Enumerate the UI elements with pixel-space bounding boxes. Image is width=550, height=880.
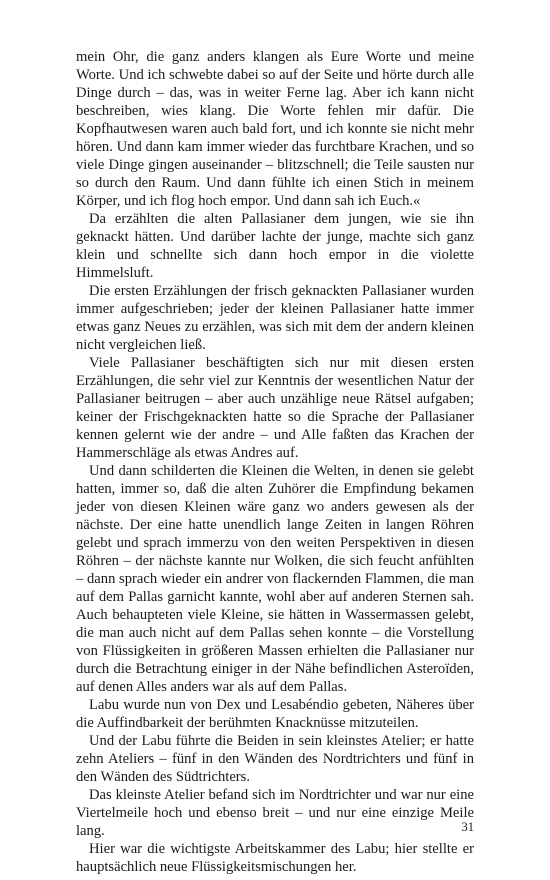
paragraph-8: Das kleinste Atelier befand sich im Nordtrichter und war nur eine Viertelmeile hoch und ebenso breit – und nur eine einzige Meile lang.: [76, 787, 474, 839]
page-number: 31: [461, 820, 474, 834]
paragraph-4: Viele Pallasianer beschäftigten sich nur mit diesen ersten Erzählungen, die sehr viel zur Kenntnis der wesentlichen Natur der Pallasianer beitrugen – aber auch unzählige neue Rätsel aufgaben; keiner der Frischgeknackten hatte so die Sprache der Pallasianer kennen gelernt wie der andre – und Alle faßten das Krachen der Hammerschläge als etwas Andres auf.: [76, 355, 474, 461]
paragraph-6: Labu wurde nun von Dex und Lesabéndio gebeten, Näheres über die Auffindbarkeit der berühmten Knacknüsse mitzuteilen.: [76, 697, 474, 731]
paragraph-2: Da erzählten die alten Pallasianer dem jungen, wie sie ihn geknackt hätten. Und darüber lachte der junge, machte sich ganz klein und schnellte sich dann hoch empor in die violette Himmelsluft.: [76, 211, 474, 281]
paragraph-3: Die ersten Erzählungen der frisch geknackten Pallasianer wurden immer aufgeschrieben; jeder der kleinen Pallasianer hatte immer etwas ganz Neues zu erzählen, was sich mit dem der andern kleinen nicht vergleichen ließ.: [76, 283, 474, 353]
paragraph-9: Hier war die wichtigste Arbeitskammer des Labu; hier stellte er hauptsächlich neue Flüssigkeitsmischungen her.: [76, 841, 474, 875]
paragraph-1: mein Ohr, die ganz anders klangen als Eure Worte und meine Worte. Und ich schwebte dabei so auf der Seite und hörte durch alle Dinge durch – das, was in weiter Ferne lag. Aber ich kann nicht beschreiben, wies klang. Die Worte fehlen mir dafür. Die Kopfhautwesen waren auch bald fort, und ich konnte sie nicht mehr hören. Und dann kam immer wieder das furchtbare Krachen, und so viele Dinge gingen auseinander – blitzschnell; die Teile sausten nur so durch den Raum. Und dann fühlte ich einen Stich in meinem Körper, und ich flog hoch empor. Und dann sah ich Euch.«: [76, 49, 474, 209]
paragraph-5: Und dann schilderten die Kleinen die Welten, in denen sie gelebt hatten, immer so, daß die alten Zuhörer die Empfindung bekamen jeder von diesen Kleinen wäre ganz wo anders gewesen als der nächste. Der eine hatte unendlich lange Zeiten in langen Röhren gelebt und sprach immerzu von den weiten Perspektiven in diesen Röhren – der nächste kannte nur Wolken, die sich feucht anfühlten – dann sprach wieder ein andrer von flackernden Flammen, die man auf dem Pallas garnicht kannte, wohl aber auf anderen Sternen sah. Auch behaupteten viele Kleine, sie hätten in Wassermassen gelebt, die man auch nicht auf dem Pallas sehen konnte – die Vorstellung von Flüssigkeiten in größeren Massen erhielten die Pallasianer nur durch die Betrachtung einiger in der Nähe befindlichen Asteroïden, auf denen Alles anders war als auf dem Pallas.: [76, 463, 474, 695]
body-text: [76, 48, 474, 876]
paragraph-7: Und der Labu führte die Beiden in sein kleinstes Atelier; er hatte zehn Ateliers – fünf in den Wänden des Nordtrichters und fünf in den Wänden des Südtrichters.: [76, 733, 474, 785]
